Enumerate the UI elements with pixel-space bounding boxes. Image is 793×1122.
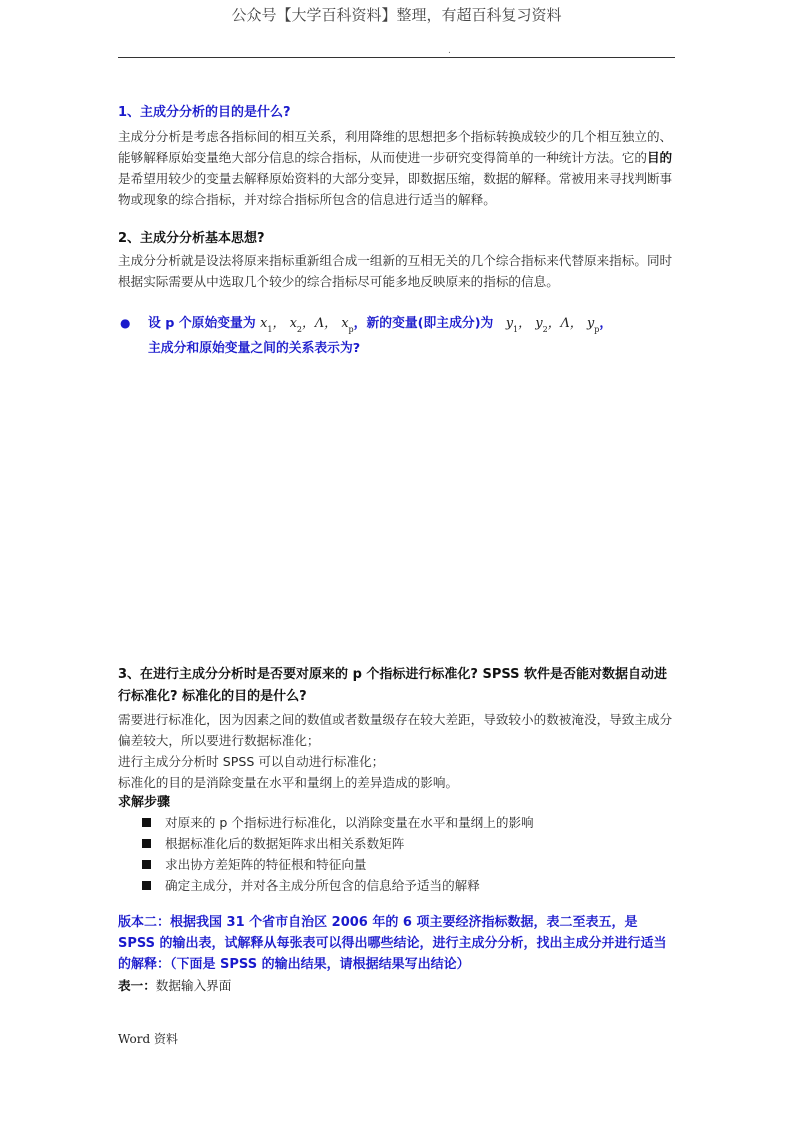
bullet-dot: ● [120,316,131,330]
list-item: 对原来的 p 个指标进行标准化，以消除变量在水平和量纲上的影响 [142,812,534,833]
section-2-title: 2、主成分分析基本思想? [118,231,265,246]
version-2 [118,912,678,996]
square-bullet-icon [142,839,151,848]
lambda-symbol: Λ [314,316,325,331]
section-1 [118,103,678,210]
var-y2: $y_2$ [535,316,548,334]
section-3 [118,664,678,813]
list-item: 根据标准化后的数据矩阵求出相关系数矩阵 [142,833,534,854]
lambda-symbol-2: Λ [560,316,570,331]
section-3-title: 3、在进行主成分分析时是否要对原来的 p 个指标进行标准化? SPSS 软件是否能对数据自动进行标准化? 标准化的目的是什么? [118,667,668,704]
var-x2: $x_2$ [289,316,303,334]
section-1-text-a: 主成分分析是考虑各指标间的相互关系，利用降维的思想把多个指标转换成较少的几个相互独立的、能够解释原始变量绝大部分信息的综合指标，从而使进一步研究变得简单的一种统计方法。它的 [118,129,673,165]
steps-list [142,812,534,896]
list-item: 求出协方差矩阵的特征根和特征向量 [142,854,534,875]
var-yp: $y_p$ [587,316,600,334]
footer-text: Word 资料 [118,1032,178,1046]
steps-title: 求解步骤 [118,795,171,810]
square-bullet-icon [142,881,151,890]
section-1-text-b: 是希望用较少的变量去解释原始资料的大部分变异，即数据压缩，数据的解释。常被用来寻找判断事物或现象的综合指标，并对综合指标所包含的信息进行适当的解释。 [118,171,673,207]
section-2-body: 主成分分析就是设法将原来指标重新组合成一组新的互相无关的几个综合指标来代替原来指标。同时根据实际需要从中选取几个较少的综合指标尽可能多地反映原来的指标的信息。 [118,253,673,289]
table-1-caption [118,975,678,996]
square-bullet-icon [142,860,151,869]
header-dot: . [448,46,451,56]
table-1-text: 数据输入界面 [155,978,232,993]
section-1-emphasis: 目的 [646,150,673,165]
section-3-line-2: 进行主成分分析时 SPSS 可以自动进行标准化； [118,754,385,769]
var-y1: $y_1$ [505,316,519,334]
section-2 [118,229,678,292]
bullet-text: 设 p 个原始变量为 $x_1$， $x_2$，Λ， $x_p$，新的变量(即主成分)为 $y_1$， $y_2$，Λ， $y_p$， 主成分和原始变量之间的关系表示为? [148,316,613,356]
bullet-text-3: 主成分和原始变量之间的关系表示为? [148,341,361,356]
var-xp: $x_p$ [341,316,354,334]
section-1-title: 1、主成分分析的目的是什么? [118,105,291,120]
bullet-text-1: 设 p 个原始变量为 [148,316,256,331]
section-3-line-1: 需要进行标准化，因为因素之间的数值或者数量级存在较大差距，导致较小的数被淹没，导致主成分偏差较大，所以要进行数据标准化； [118,712,673,748]
table-1-label: 表一： [118,978,156,993]
var-x1: $x_1$ [260,316,273,334]
header-rule [118,57,675,58]
bullet-text-2: 新的变量(即主成分)为 [366,316,494,331]
list-item: 确定主成分，并对各主成分所包含的信息给予适当的解释 [142,875,534,896]
top-banner-note: 公众号【大学百科资料】整理，有超百科复习资料 [231,6,562,24]
section-3-line-3: 标准化的目的是消除变量在水平和量纲上的差异造成的影响。 [118,775,459,790]
section-1-body [118,126,678,210]
variables-bullet [118,314,678,358]
version-2-text: 版本二：根据我国 31 个省市自治区 2006 年的 6 项主要经济指标数据，表二至表五，是 SPSS 的输出表，试解释从每张表可以得出哪些结论，进行主成分分析，找出主成分并进行适当的解释：（下面是 SPSS 的输出结果，请根据结果写出结论） [118,915,667,972]
square-bullet-icon [142,818,151,827]
